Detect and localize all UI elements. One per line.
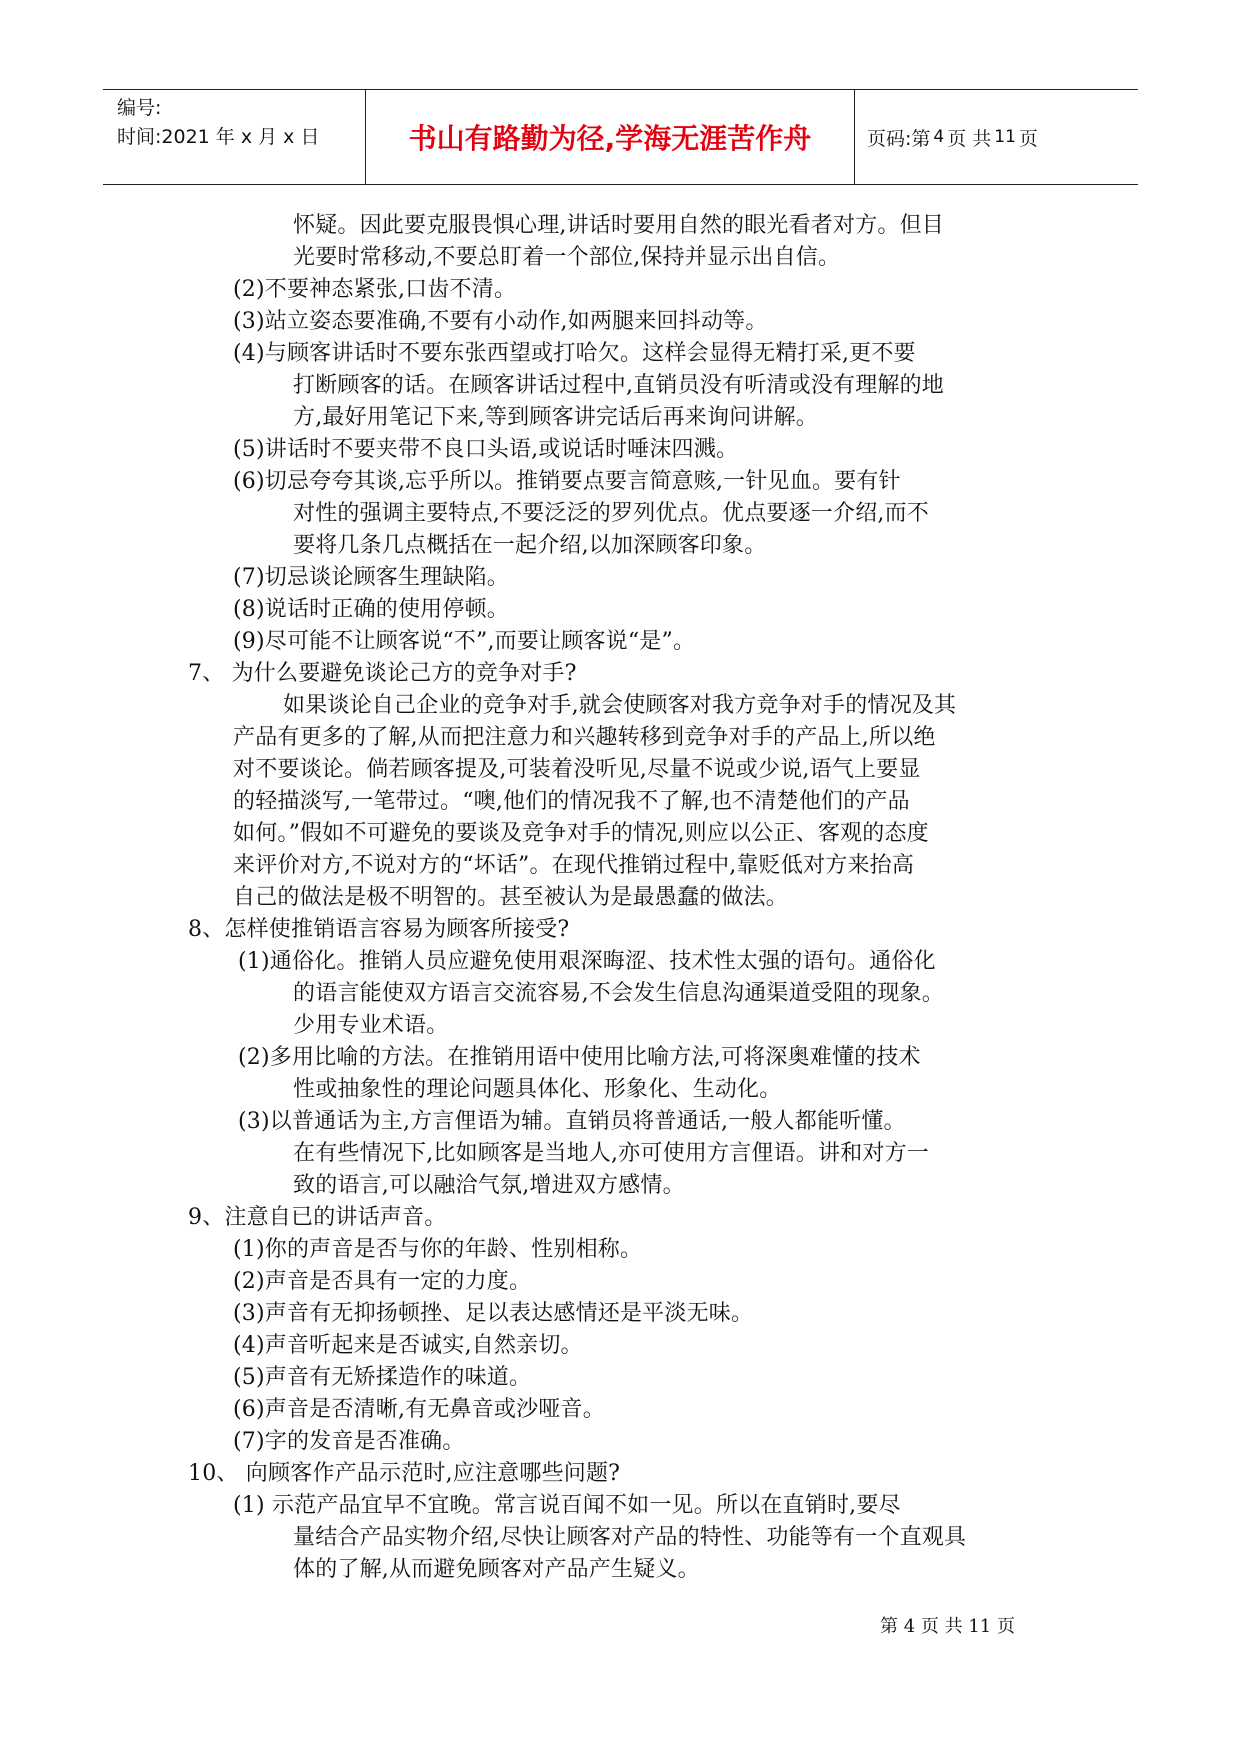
text-line: 打断顾客的话。在顾客讲话过程中,直销员没有听清或没有理解的地	[293, 373, 944, 398]
text-line: (2)多用比喻的方法。在推销用语中使用比喻方法,可将深奥难懂的技术	[238, 1045, 921, 1070]
section-heading: 10、 向顾客作产品示范时,应注意哪些问题?	[188, 1461, 621, 1486]
page-total: 11	[994, 127, 1016, 147]
text-line: (1)你的声音是否与你的年龄、性别相称。	[233, 1237, 643, 1262]
text-line: 自己的做法是极不明智的。甚至被认为是最愚蠢的做法。	[233, 885, 789, 910]
text-line: 体的了解,从而避免顾客对产品产生疑义。	[293, 1557, 700, 1582]
page-mid: 页 共	[947, 127, 992, 150]
text-line: 在有些情况下,比如顾客是当地人,亦可使用方言俚语。讲和对方一	[293, 1141, 929, 1166]
text-line: (6)声音是否清晰,有无鼻音或沙哑音。	[233, 1397, 605, 1422]
header-motto: 书山有路勤为径,学海无涯苦作舟	[366, 90, 855, 184]
text-line: 光要时常移动,不要总盯着一个部位,保持并显示出自信。	[293, 245, 841, 270]
text-line: (4)与顾客讲话时不要东张西望或打哈欠。这样会显得无精打采,更不要	[233, 341, 916, 366]
text-line: (2)声音是否具有一定的力度。	[233, 1269, 532, 1294]
header-meta	[103, 90, 366, 184]
page-suffix: 页	[1018, 127, 1038, 150]
text-line: 产品有更多的了解,从而把注意力和兴趣转移到竞争对手的产品上,所以绝	[233, 725, 936, 750]
text-line: 的轻描淡写,一笔带过。“噢,他们的情况我不了解,也不清楚他们的产品	[233, 789, 910, 814]
page-header	[103, 89, 1138, 185]
text-line: (3)以普通话为主,方言俚语为辅。直销员将普通话,一般人都能听懂。	[238, 1109, 906, 1134]
text-line: 如何。”假如不可避免的要谈及竞争对手的情况,则应以公正、客观的态度	[233, 821, 929, 846]
text-line: 要将几条几点概括在一起介绍,以加深顾客印象。	[293, 533, 767, 558]
text-line: 少用专业术语。	[293, 1013, 449, 1038]
text-line: (9)尽可能不让顾客说“不”,而要让顾客说“是”。	[233, 629, 696, 654]
text-line: 致的语言,可以融洽气氛,增进双方感情。	[293, 1173, 685, 1198]
text-line: 量结合产品实物介绍,尽快让顾客对产品的特性、功能等有一个直观具	[293, 1525, 967, 1550]
text-line: (5)声音有无矫揉造作的味道。	[233, 1365, 532, 1390]
section-heading: 7、 为什么要避免谈论己方的竞争对手?	[188, 661, 577, 686]
text-line: (7)切忌谈论顾客生理缺陷。	[233, 565, 509, 590]
text-line: 对不要谈论。倘若顾客提及,可装着没听见,尽量不说或少说,语气上要显	[233, 757, 921, 782]
text-line: 如果谈论自己企业的竞争对手,就会使顾客对我方竞争对手的情况及其	[283, 693, 957, 718]
page-footer: 第 4 页 共 11 页	[880, 1616, 1015, 1637]
number-label: 编号:	[117, 97, 162, 119]
section-heading: 8、怎样使推销语言容易为顾客所接受?	[188, 917, 570, 942]
text-line: (2)不要神态紧张,口齿不清。	[233, 277, 517, 302]
text-line: (1) 示范产品宜早不宜晚。常言说百闻不如一见。所以在直销时,要尽	[233, 1493, 901, 1518]
header-page-info	[855, 90, 1138, 184]
text-line: (6)切忌夸夸其谈,忘乎所以。推销要点要言简意赅,一针见血。要有针	[233, 469, 901, 494]
page-prefix: 页码:第	[867, 127, 931, 150]
text-line: (8)说话时正确的使用停顿。	[233, 597, 509, 622]
time-label: 时间:2021 年 x 月 x 日	[117, 126, 320, 148]
section-heading: 9、注意自已的讲话声音。	[188, 1205, 447, 1230]
text-line: 怀疑。因此要克服畏惧心理,讲话时要用自然的眼光看者对方。但目	[293, 213, 944, 238]
text-line: (4)声音听起来是否诚实,自然亲切。	[233, 1333, 583, 1358]
text-line: 来评价对方,不说对方的“坏话”。在现代推销过程中,靠贬低对方来抬高	[233, 853, 915, 878]
page-number: 4	[933, 127, 945, 147]
text-line: (5)讲话时不要夹带不良口头语,或说话时唾沫四溅。	[233, 437, 739, 462]
text-line: 方,最好用笔记下来,等到顾客讲完话后再来询问讲解。	[293, 405, 818, 430]
text-line: 的语言能使双方语言交流容易,不会发生信息沟通渠道受阻的现象。	[293, 981, 944, 1006]
text-line: (3)声音有无抑扬顿挫、足以表达感情还是平淡无味。	[233, 1301, 754, 1326]
text-line: (1)通俗化。推销人员应避免使用艰深晦涩、技术性太强的语句。通俗化	[238, 949, 936, 974]
text-line: (7)字的发音是否准确。	[233, 1429, 465, 1454]
text-line: 对性的强调主要特点,不要泛泛的罗列优点。优点要逐一介绍,而不	[293, 501, 929, 526]
text-line: 性或抽象性的理论问题具体化、形象化、生动化。	[293, 1077, 782, 1102]
text-line: (3)站立姿态要准确,不要有小动作,如两腿来回抖动等。	[233, 309, 768, 334]
